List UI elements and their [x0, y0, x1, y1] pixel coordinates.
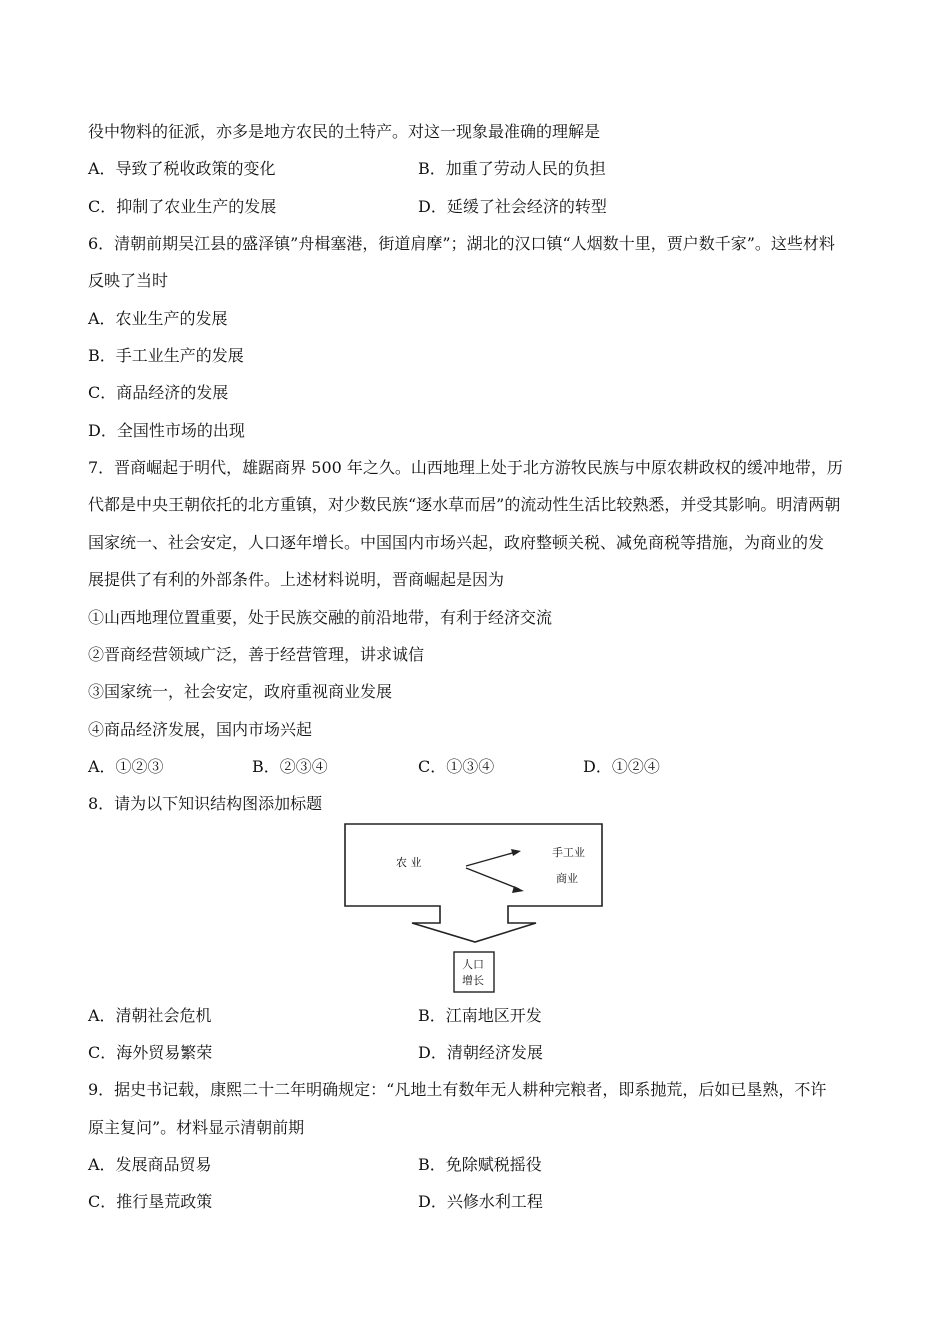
- label-commerce: 商业: [556, 872, 578, 885]
- q9-option-b: B．免除赋税摇役: [418, 1155, 542, 1174]
- q5-stem: 役中物料的征派，亦多是地方农民的土特产。对这一现象最准确的理解是: [88, 122, 601, 141]
- q7-item-1: ①山西地理位置重要，处于民族交融的前沿地带，有利于经济交流: [88, 608, 553, 627]
- arrow-to-handicraft: [466, 852, 516, 866]
- q7-option-a: A．①②③: [88, 757, 164, 776]
- q6-stem-line-2: 反映了当时: [88, 271, 169, 290]
- q7-item-4: ④商品经济发展，国内市场兴起: [88, 720, 313, 739]
- q8-option-c: C．海外贸易繁荣: [88, 1043, 213, 1062]
- label-agriculture: 农 业: [396, 856, 422, 869]
- knowledge-structure-diagram: [340, 822, 610, 994]
- arrowhead-handicraft: [511, 849, 521, 856]
- label-handicraft: 手工业: [552, 846, 585, 859]
- arrow-to-commerce: [466, 868, 519, 889]
- q7-option-d: D．①②④: [583, 757, 660, 776]
- q7-stem-line-2: 代都是中央王朝依托的北方重镇，对少数民族“逐水草而居”的流动性生活比较熟悉，并受其影响。明清两朝: [88, 495, 841, 514]
- q9-option-a: A．发展商品贸易: [88, 1155, 212, 1174]
- q8-option-b: B．江南地区开发: [418, 1006, 542, 1025]
- q7-stem-line-1: 7．晋商崛起于明代，雄踞商界 500 年之久。山西地理上处于北方游牧民族与中原农耕政权的缓冲地带，历: [88, 458, 843, 477]
- q5-option-d: D．延缓了社会经济的转型: [418, 197, 607, 216]
- q6-option-d: D．全国性市场的出现: [88, 421, 245, 440]
- q6-option-a: A．农业生产的发展: [88, 309, 228, 328]
- label-population-2: 增长: [462, 974, 484, 987]
- q7-stem-line-4: 展提供了有利的外部条件。上述材料说明，晋商崛起是因为: [88, 570, 505, 589]
- q9-stem-line-2: 原主复问”。材料显示清朝前期: [88, 1118, 305, 1137]
- q9-option-d: D．兴修水利工程: [418, 1192, 543, 1211]
- q8-option-d: D．清朝经济发展: [418, 1043, 543, 1062]
- q9-stem-line-1: 9．据史书记载，康熙二十二年明确规定：“凡地土有数年无人耕种完粮者，即系抛荒，后如已垦熟，不许: [88, 1080, 827, 1099]
- q6-stem-line-1: 6．清朝前期吴江县的盛泽镇”舟楫塞港，街道肩摩”；湖北的汉口镇“人烟数十里，贾户数千家”。这些材料: [88, 234, 835, 253]
- q7-option-b: B．②③④: [252, 757, 328, 776]
- q7-item-3: ③国家统一，社会安定，政府重视商业发展: [88, 682, 393, 701]
- q6-option-c: C．商品经济的发展: [88, 383, 229, 402]
- label-population-1: 人口: [462, 958, 484, 971]
- q6-option-b: B．手工业生产的发展: [88, 346, 244, 365]
- q8-stem: 8．请为以下知识结构图添加标题: [88, 794, 323, 813]
- q5-option-b: B．加重了劳动人民的负担: [418, 159, 606, 178]
- q7-option-c: C．①③④: [418, 757, 495, 776]
- arrowhead-commerce: [512, 886, 524, 893]
- q7-item-2: ②晋商经营领域广泛，善于经营管理，讲求诚信: [88, 645, 425, 664]
- q5-option-a: A．导致了税收政策的变化: [88, 159, 276, 178]
- q9-option-c: C．推行垦荒政策: [88, 1192, 213, 1211]
- q8-option-a: A．清朝社会危机: [88, 1006, 212, 1025]
- q7-stem-line-3: 国家统一、社会安定，人口逐年增长。中国国内市场兴起，政府整顿关税、减免商税等措施，为商业的发: [88, 533, 825, 552]
- q5-option-c: C．抑制了农业生产的发展: [88, 197, 277, 216]
